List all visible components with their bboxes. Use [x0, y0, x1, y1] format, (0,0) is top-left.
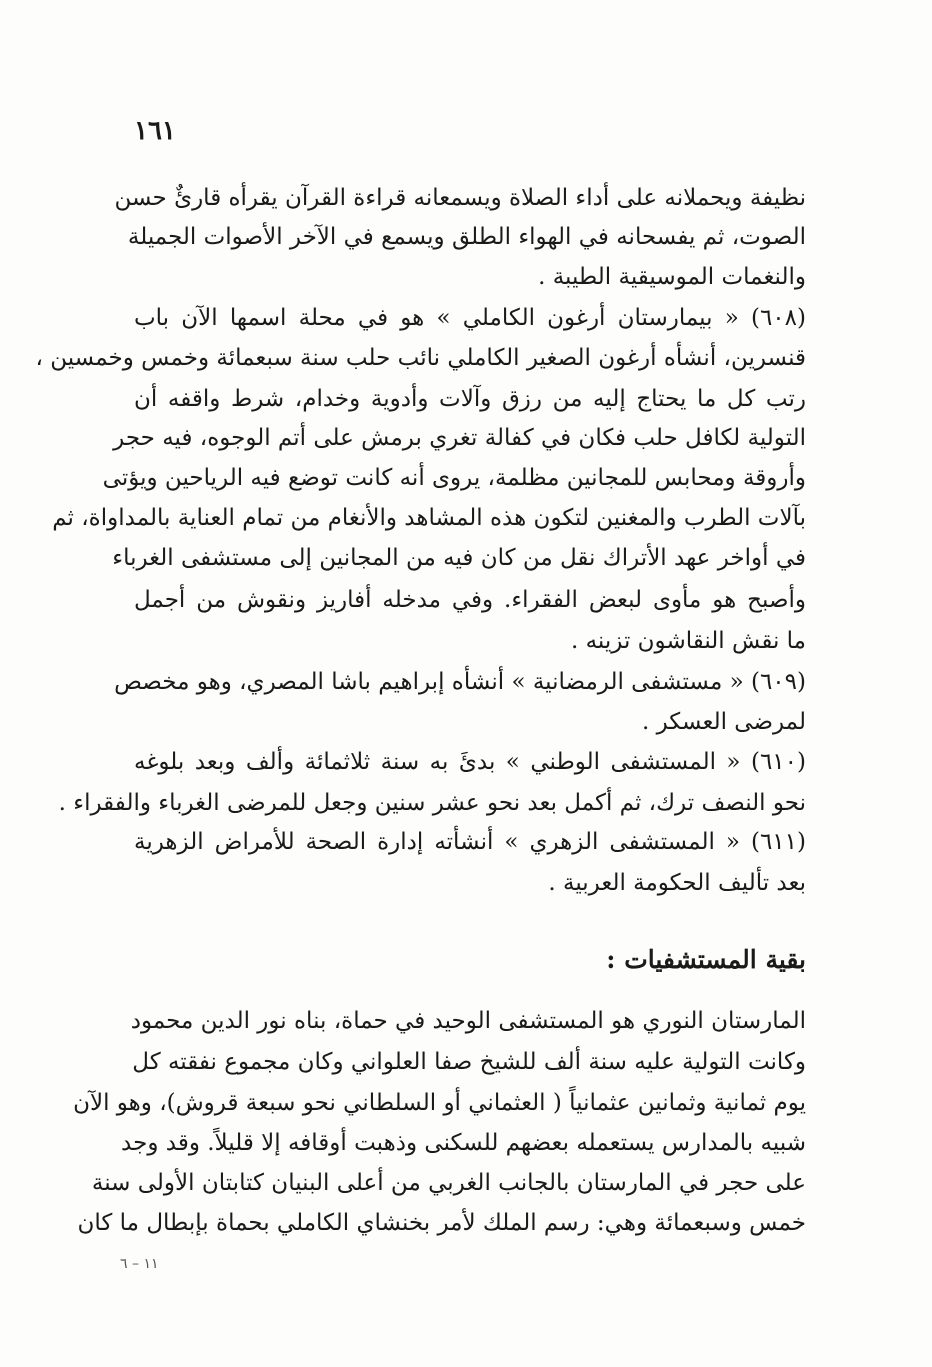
- text-line: وأروقة ومحابس للمجانين مظلمة، يروى أنه كانت توضع فيه الرياحين ويؤتى: [102, 465, 806, 491]
- text-line: خمس وسبعمائة وهي: رسم الملك لأمر بخنشاي الكاملي بحماة بإبطال ما كان: [77, 1210, 806, 1236]
- text-line: وكانت التولية عليه سنة ألف للشيخ صفا العلواني وكان مجموع نفقته كل: [132, 1049, 806, 1075]
- text-line: نظيفة ويحملانه على أداء الصلاة ويسمعانه قراءة القرآن يقرأه قارئٌ حسن: [114, 185, 806, 211]
- text-line: بعد تأليف الحكومة العربية .: [548, 870, 806, 896]
- text-line: في أواخر عهد الأتراك نقل من كان فيه من المجانين إلى مستشفى الغرباء: [112, 545, 806, 571]
- text-line: التولية لكافل حلب فكان في كفالة تغري برمش على أتم الوجوه، فيه حجر: [113, 425, 806, 451]
- text-line: على حجر في المارستان بالجانب الغربي من أعلى البنيان كتابتان الأولى سنة: [91, 1170, 806, 1196]
- text-line: نحو النصف ترك، ثم أكمل بعد نحو عشر سنين وجعل للمرضى الغرباء والفقراء .: [58, 790, 806, 816]
- text-line: المارستان النوري هو المستشفى الوحيد في حماة، بناه نور الدين محمود: [130, 1008, 806, 1034]
- text-line: لمرضى العسكر .: [641, 709, 806, 735]
- text-line: بآلات الطرب والمغنين لتكون هذه المشاهد والأنغام من تمام العناية بالمداواة، ثم: [52, 505, 806, 531]
- text-line: شبيه بالمدارس يستعمله بعضهم للسكنى وذهبت أوقافه إلا قليلاً. وقد وجد: [121, 1130, 806, 1156]
- text-line: (٦٠٨) « بيمارستان أرغون الكاملي » هو في محلة اسمها الآن باب: [134, 305, 806, 331]
- text-line: (٦١١) « المستشفى الزهري » أنشأته إدارة الصحة للأمراض الزهرية: [134, 829, 806, 855]
- text-line: والنغمات الموسيقية الطيبة .: [538, 264, 806, 290]
- text-line: ما نقش النقاشون تزينه .: [570, 628, 806, 654]
- text-line: (٦٠٩) « مستشفى الرمضانية » أنشأه إبراهيم باشا المصري، وهو مخصص: [114, 669, 806, 695]
- section-heading: بقية المستشفيات :: [606, 945, 806, 974]
- text-line: رتب كل ما يحتاج إليه من رزق وآلات وأدوية وخدام، شرط واقفه أن: [134, 386, 806, 412]
- text-line: (٦١٠) « المستشفى الوطني » بدئَ به سنة ثلاثمائة وألف وبعد بلوغه: [134, 749, 806, 775]
- text-line: قنسرين، أنشأه أرغون الصغير الكاملي نائب حلب سنة سبعمائة وخمس وخمسين ،: [35, 345, 806, 371]
- signature-mark: ١١ – ٦: [120, 1256, 159, 1272]
- page-number: ١٦١: [134, 116, 176, 146]
- text-line: يوم ثمانية وثمانين عثمانياً ( العثماني أو السلطاني نحو سبعة قروش)، وهو الآن: [73, 1090, 806, 1116]
- text-line: الصوت، ثم يفسحانه في الهواء الطلق ويسمع في الآخر الأصوات الجميلة: [127, 224, 806, 250]
- text-line: وأصبح هو مأوى لبعض الفقراء. وفي مدخله أفاريز ونقوش من أجمل: [134, 587, 806, 613]
